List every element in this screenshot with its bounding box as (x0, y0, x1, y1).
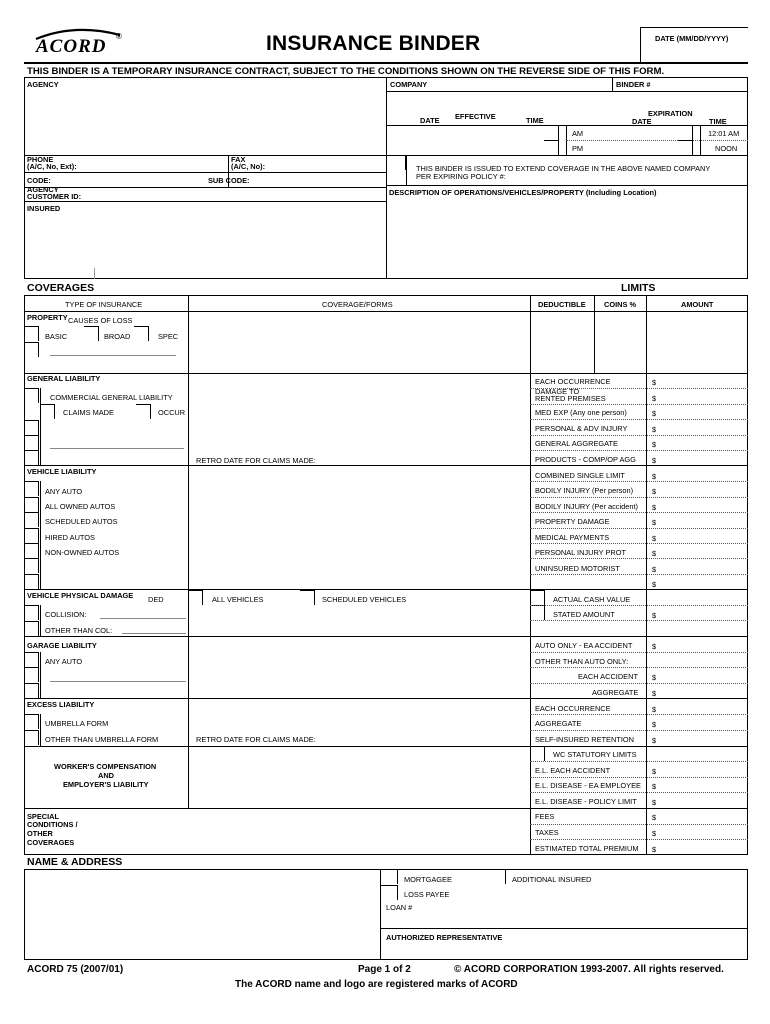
personal-injury-prot-label: PERSONAL INJURY PROT (535, 548, 627, 557)
collision-checkbox[interactable] (24, 605, 39, 620)
effective-date-field[interactable] (388, 127, 508, 154)
any-auto-checkbox[interactable] (24, 481, 39, 496)
general-liability-label: GENERAL LIABILITY (27, 374, 101, 383)
property-other-line[interactable] (50, 355, 176, 356)
excess-each-occurrence-amount[interactable]: $ (652, 705, 657, 714)
excess-each-occurrence-label: EACH OCCURRENCE (535, 704, 611, 713)
agency-field[interactable] (26, 90, 384, 154)
excess-aggregate-amount[interactable]: $ (652, 720, 657, 729)
el-disease-policy-amount[interactable]: $ (652, 798, 657, 807)
acv-label: ACTUAL CASH VALUE (553, 595, 631, 604)
stated-amount-label: STATED AMOUNT (553, 610, 615, 619)
subcode-field[interactable] (254, 174, 384, 186)
fax-label: FAX (231, 155, 246, 164)
uninsured-motorist-amount[interactable]: $ (652, 565, 657, 574)
vehicle-physical-damage-label: VEHICLE PHYSICAL DAMAGE (27, 591, 134, 600)
expiration-noon-label: NOON (715, 144, 738, 153)
logo-registered-mark: ® (116, 32, 122, 41)
subcode-label: SUB CODE: (208, 176, 250, 185)
description-label: DESCRIPTION OF OPERATIONS/VEHICLES/PROPERTY (Including Location) (389, 188, 657, 197)
form-title: INSURANCE BINDER (266, 32, 481, 55)
additional-insured-checkbox[interactable] (488, 869, 506, 884)
garage-aggregate-amount[interactable]: $ (652, 689, 657, 698)
other-than-umbrella-label: OTHER THAN UMBRELLA FORM (45, 735, 159, 744)
expiring-policy-field[interactable] (510, 172, 746, 184)
loan-number-field[interactable] (418, 901, 746, 915)
col-coins: COINS % (604, 300, 637, 309)
umbrella-form-label: UMBRELLA FORM (45, 719, 109, 728)
binder-notice: THIS BINDER IS A TEMPORARY INSURANCE CONTRACT, SUBJECT TO THE CONDITIONS SHOWN ON THE REVERSE SIDE OF THIS FORM. (27, 66, 665, 77)
gl-extra-checkbox-1[interactable] (24, 420, 39, 435)
col-coverage-forms: COVERAGE/FORMS (322, 300, 393, 309)
property-extra-checkbox[interactable] (24, 342, 39, 357)
expiration-1201am-label: 12:01 AM (708, 129, 740, 138)
other-than-col-label: OTHER THAN COL: (45, 626, 113, 635)
fees-label: FEES (535, 812, 555, 821)
expiration-1201am-checkbox[interactable] (678, 125, 693, 140)
fax-sub-label: (A/C, No): (231, 162, 266, 171)
property-forms-field[interactable] (190, 313, 528, 371)
bi-per-accident-label: BODILY INJURY (Per accident) (535, 502, 638, 511)
spec-label: SPEC (158, 332, 179, 341)
pm-label: PM (572, 144, 584, 153)
fees-amount[interactable]: $ (652, 813, 657, 822)
property-checkbox[interactable] (24, 326, 39, 341)
any-auto-label: ANY AUTO (45, 487, 83, 496)
vehicle-extra-amount[interactable]: $ (652, 580, 657, 589)
expiration-date-label: DATE (632, 117, 652, 126)
vehicle-liability-label: VEHICLE LIABILITY (27, 467, 97, 476)
taxes-amount[interactable]: $ (652, 829, 657, 838)
expiration-time-label: TIME (709, 117, 727, 126)
gl-forms-field[interactable] (190, 375, 528, 450)
insured-label: INSURED (27, 204, 61, 213)
auto-only-amount[interactable]: $ (652, 642, 657, 651)
expiration-noon-checkbox[interactable] (678, 140, 693, 155)
bi-per-accident-amount[interactable]: $ (652, 503, 657, 512)
mortgagee-label: MORTGAGEE (404, 875, 452, 884)
trademark-notice: The ACORD name and logo are registered marks of ACORD (235, 979, 518, 990)
effective-time-label: TIME (526, 116, 544, 125)
self-insured-retention-label: SELF-INSURED RETENTION (535, 735, 634, 744)
scheduled-vehicles-checkbox[interactable] (300, 590, 315, 605)
excess-forms-field[interactable] (190, 700, 528, 730)
name-address-field[interactable] (26, 871, 378, 958)
mortgagee-checkbox[interactable] (380, 869, 398, 884)
claims-made-label: CLAIMS MADE (63, 408, 114, 417)
gl-personal-adv-amount[interactable]: $ (652, 425, 657, 434)
wc-statutory-checkbox[interactable] (530, 746, 545, 761)
collision-label: COLLISION: (45, 610, 87, 619)
agency-customer-id-field[interactable] (86, 190, 384, 200)
workers-comp-line-3: EMPLOYER'S LIABILITY (63, 780, 149, 789)
code-label: CODE: (27, 176, 51, 185)
gl-med-exp-label: MED EXP (Any one person) (535, 408, 627, 417)
garage-any-auto-label: ANY AUTO (45, 657, 83, 666)
self-insured-retention-amount[interactable]: $ (652, 736, 657, 745)
property-deductible-field[interactable] (532, 313, 592, 371)
broad-label: BROAD (104, 332, 131, 341)
description-field[interactable] (388, 198, 746, 278)
expiration-date-field[interactable] (568, 127, 678, 154)
stated-amount-value[interactable]: $ (652, 611, 657, 620)
other-than-col-checkbox[interactable] (24, 621, 39, 636)
form-id: ACORD 75 (2007/01) (27, 964, 124, 975)
gl-damage-to-label: DAMAGE TO (535, 387, 580, 396)
property-damage-amount[interactable]: $ (652, 518, 657, 527)
phone-sub-label: (A/C, No, Ext): (27, 162, 77, 171)
property-label: PROPERTY (27, 313, 68, 322)
additional-insured-label: ADDITIONAL INSURED (512, 875, 592, 884)
gl-other-line[interactable] (50, 448, 184, 449)
wc-statutory-label: WC STATUTORY LIMITS (553, 750, 637, 759)
company-label: COMPANY (390, 80, 428, 89)
vehicle-extra-checkbox-2[interactable] (24, 574, 39, 589)
pm-checkbox[interactable] (544, 140, 559, 155)
el-disease-employee-label: E.L. DISEASE - EA EMPLOYEE (535, 781, 641, 790)
authorized-representative-field[interactable] (382, 943, 746, 958)
logo-wordmark: ACORD (36, 36, 107, 57)
estimated-total-premium-amount[interactable]: $ (652, 845, 657, 854)
agency-label: AGENCY (27, 80, 59, 89)
other-than-auto-label: OTHER THAN AUTO ONLY: (535, 657, 629, 666)
garage-liability-label: GARAGE LIABILITY (27, 641, 97, 650)
acord-logo (30, 26, 130, 62)
excess-liability-label: EXCESS LIABILITY (27, 700, 95, 709)
general-liability-checkbox[interactable] (24, 388, 39, 403)
special-line-1: SPECIAL (27, 812, 60, 821)
garage-aggregate-label: AGGREGATE (592, 688, 639, 697)
bi-per-person-label: BODILY INJURY (Per person) (535, 486, 634, 495)
authorized-representative-label: AUTHORIZED REPRESENTATIVE (386, 933, 503, 942)
garage-each-accident-amount[interactable]: $ (652, 673, 657, 682)
basic-checkbox[interactable] (84, 326, 99, 341)
garage-forms-field[interactable] (190, 638, 528, 696)
special-line-4: COVERAGES (27, 838, 75, 847)
bi-per-person-amount[interactable]: $ (652, 487, 657, 496)
phone-label: PHONE (27, 155, 54, 164)
stated-amount-checkbox[interactable] (530, 605, 545, 620)
property-damage-label: PROPERTY DAMAGE (535, 517, 610, 526)
vehicle-forms-field[interactable] (190, 467, 528, 587)
extend-coverage-text-1: THIS BINDER IS ISSUED TO EXTEND COVERAGE IN THE ABOVE NAMED COMPANY (416, 164, 711, 173)
occur-checkbox[interactable] (136, 404, 151, 419)
broad-checkbox[interactable] (134, 326, 149, 341)
uninsured-motorist-label: UNINSURED MOTORIST (535, 564, 620, 573)
fax-field[interactable] (290, 157, 384, 171)
hired-autos-label: HIRED AUTOS (45, 533, 95, 542)
excess-aggregate-label: AGGREGATE (535, 719, 582, 728)
workers-comp-forms-field[interactable] (190, 748, 528, 806)
scheduled-vehicles-label: SCHEDULED VEHICLES (322, 595, 407, 604)
personal-injury-prot-amount[interactable]: $ (652, 549, 657, 558)
gl-retro-date-label: RETRO DATE FOR CLAIMS MADE: (196, 456, 316, 465)
loss-payee-label: LOSS PAYEE (404, 890, 450, 899)
garage-extra-checkbox-1[interactable] (24, 667, 39, 682)
col-type-of-insurance: TYPE OF INSURANCE (65, 300, 143, 309)
basic-label: BASIC (45, 332, 68, 341)
extend-coverage-text-2: PER EXPIRING POLICY #: (416, 172, 506, 181)
gl-extra-checkbox-3[interactable] (24, 450, 39, 465)
garage-each-accident-label: EACH ACCIDENT (578, 672, 638, 681)
garage-other-line[interactable] (50, 681, 186, 682)
date-label: DATE (MM/DD/YYYY) (655, 34, 729, 43)
el-disease-policy-label: E.L. DISEASE - POLICY LIMIT (535, 797, 637, 806)
property-amount-field[interactable] (648, 313, 746, 371)
gl-damage-amount[interactable]: $ (652, 394, 657, 403)
property-coins-field[interactable] (596, 313, 644, 371)
special-line-3: OTHER (27, 829, 53, 838)
loan-label: LOAN # (386, 903, 413, 912)
workers-comp-line-1: WORKER'S COMPENSATION (54, 762, 157, 771)
el-disease-employee-amount[interactable]: $ (652, 782, 657, 791)
am-label: AM (572, 129, 584, 138)
hired-autos-checkbox[interactable] (24, 528, 39, 543)
gl-each-occurrence-amount[interactable]: $ (652, 378, 657, 387)
acv-checkbox[interactable] (530, 590, 545, 605)
coverages-heading: COVERAGES (27, 282, 95, 294)
non-owned-autos-label: NON-OWNED AUTOS (45, 548, 120, 557)
medical-payments-amount[interactable]: $ (652, 534, 657, 543)
estimated-total-premium-label: ESTIMATED TOTAL PREMIUM (535, 844, 639, 853)
copyright: © ACORD CORPORATION 1993-2007. All rights reserved. (454, 964, 724, 975)
col-deductible: DEDUCTIBLE (538, 300, 586, 309)
am-checkbox[interactable] (544, 125, 559, 140)
extend-coverage-checkbox[interactable] (386, 155, 406, 170)
all-vehicles-label: ALL VEHICLES (212, 595, 264, 604)
phone-field[interactable] (100, 157, 226, 171)
col-amount: AMOUNT (681, 300, 714, 309)
gl-general-aggregate-amount[interactable]: $ (652, 440, 657, 449)
workers-comp-line-2: AND (98, 771, 115, 780)
gl-personal-adv-label: PERSONAL & ADV INJURY (535, 424, 628, 433)
effective-label: EFFECTIVE (455, 112, 496, 121)
non-owned-autos-checkbox[interactable] (24, 543, 39, 558)
other-than-col-ded-line[interactable] (122, 633, 186, 634)
scheduled-autos-label: SCHEDULED AUTOS (45, 517, 118, 526)
umbrella-form-checkbox[interactable] (24, 714, 39, 729)
gl-general-aggregate-label: GENERAL AGGREGATE (535, 439, 618, 448)
causes-of-loss-label: CAUSES OF LOSS (68, 316, 133, 325)
combined-single-limit-amount[interactable]: $ (652, 472, 657, 481)
agency-customer-label-2: CUSTOMER ID: (27, 192, 82, 201)
insured-field[interactable] (26, 214, 384, 268)
expiration-label: EXPIRATION (648, 109, 693, 118)
claims-made-checkbox[interactable] (40, 404, 55, 419)
medical-payments-label: MEDICAL PAYMENTS (535, 533, 610, 542)
gl-products-label: PRODUCTS - COMP/OP AGG (535, 455, 636, 464)
gl-med-exp-amount[interactable]: $ (652, 409, 657, 418)
taxes-label: TAXES (535, 828, 559, 837)
garage-any-auto-checkbox[interactable] (24, 652, 39, 667)
all-owned-autos-label: ALL OWNED AUTOS (45, 502, 116, 511)
all-vehicles-checkbox[interactable] (188, 590, 203, 605)
effective-date-label: DATE (420, 116, 440, 125)
collision-ded-line[interactable] (100, 618, 186, 619)
binder-number-label: BINDER # (616, 80, 651, 89)
other-than-umbrella-checkbox[interactable] (24, 730, 39, 745)
vehicle-extra-checkbox-1[interactable] (24, 558, 39, 573)
cgl-label: COMMERCIAL GENERAL LIABILITY (50, 393, 173, 402)
garage-extra-checkbox-2[interactable] (24, 683, 39, 698)
date-box[interactable] (640, 27, 748, 62)
agency-customer-label-1: AGENCY (27, 185, 59, 194)
name-address-heading: NAME & ADDRESS (27, 856, 123, 868)
el-each-accident-label: E.L. EACH ACCIDENT (535, 766, 611, 775)
all-owned-autos-checkbox[interactable] (24, 497, 39, 512)
gl-products-amount[interactable]: $ (652, 456, 657, 465)
gl-each-occurrence-label: EACH OCCURRENCE (535, 377, 611, 386)
page-number: Page 1 of 2 (358, 964, 411, 975)
el-each-accident-amount[interactable]: $ (652, 767, 657, 776)
ded-label: DED (148, 595, 164, 604)
limits-heading: LIMITS (621, 282, 656, 294)
combined-single-limit-label: COMBINED SINGLE LIMIT (535, 471, 625, 480)
scheduled-autos-checkbox[interactable] (24, 512, 39, 527)
occur-label: OCCUR (158, 408, 186, 417)
gl-rented-premises-label: RENTED PREMISES (535, 394, 606, 403)
gl-extra-checkbox-2[interactable] (24, 435, 39, 450)
excess-retro-date-label: RETRO DATE FOR CLAIMS MADE: (196, 735, 316, 744)
loss-payee-checkbox[interactable] (380, 885, 398, 900)
code-field[interactable] (60, 174, 200, 186)
auto-only-label: AUTO ONLY - EA ACCIDENT (535, 641, 633, 650)
special-line-2: CONDITIONS / (27, 820, 78, 829)
special-conditions-field[interactable] (90, 810, 528, 854)
